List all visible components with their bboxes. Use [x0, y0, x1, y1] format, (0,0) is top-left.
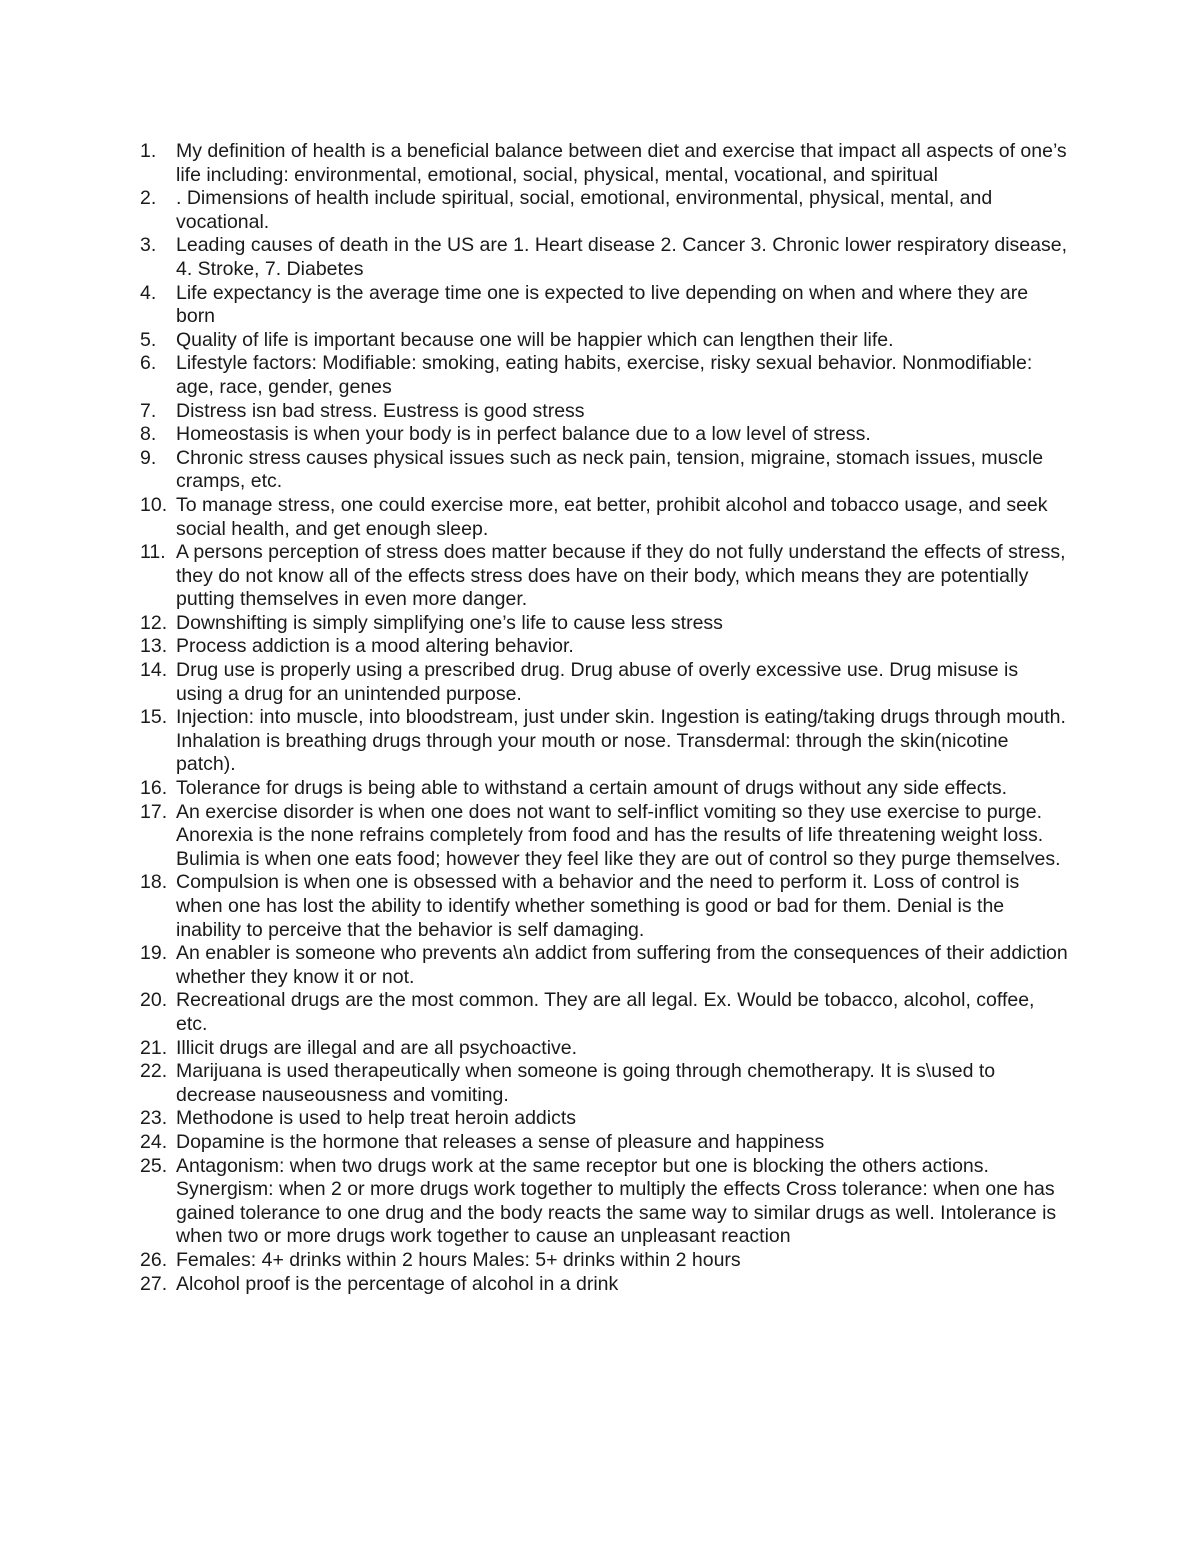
item-text: An enabler is someone who prevents a\n addict from suffering from the consequences of their addiction whether they know it or not.	[176, 942, 1068, 988]
item-number: 26.	[140, 1248, 168, 1271]
item-number: 16.	[140, 777, 168, 800]
list-item	[140, 447, 1070, 494]
item-text: My definition of health is a beneficial balance between diet and exercise that impact all aspects of one’s life including: environmental, emotional, social, physical, mental, vocational, and spiritual	[176, 140, 1067, 186]
item-number: 23.	[140, 1107, 168, 1130]
item-text: . Dimensions of health include spiritual, social, emotional, environmental, physical, mental, and vocational.	[176, 187, 993, 233]
item-number: 24.	[140, 1130, 168, 1153]
list-item	[140, 1037, 1070, 1061]
item-text: Dopamine is the hormone that releases a sense of pleasure and happiness	[176, 1130, 825, 1153]
item-number: 18.	[140, 871, 168, 894]
item-text: Recreational drugs are the most common. They are all legal. Ex. Would be tobacco, alcohol, coffee, etc.	[176, 989, 1035, 1035]
item-number: 27.	[140, 1272, 168, 1295]
list-item	[140, 1060, 1070, 1107]
item-number: 21.	[140, 1036, 168, 1059]
item-text: Marijuana is used therapeutically when someone is going through chemotherapy. It is s\used to decrease nauseousness and vomiting.	[176, 1060, 996, 1106]
item-number: 3.	[140, 234, 157, 257]
item-number: 8.	[140, 423, 157, 446]
list-item	[140, 801, 1070, 872]
list-item	[140, 659, 1070, 706]
item-number: 25.	[140, 1154, 168, 1177]
item-text: Chronic stress causes physical issues such as neck pain, tension, migraine, stomach issues, muscle cramps, etc.	[176, 446, 1044, 493]
item-number: 13.	[140, 635, 168, 658]
item-text: To manage stress, one could exercise more, eat better, prohibit alcohol and tobacco usage, and seek social health, and get enough sleep.	[176, 493, 1048, 540]
item-number: 17.	[140, 800, 168, 823]
item-text: Process addiction is a mood altering behavior.	[176, 635, 574, 658]
item-text: Downshifting is simply simplifying one’s life to cause less stress	[176, 611, 723, 634]
list-item	[140, 329, 1070, 353]
item-text: An exercise disorder is when one does not want to self-inflict vomiting so they use exercise to purge. Anorexia is the none refrains completely from food and has the results of life threatening weight loss. Bulimia is when one eats food; however they feel like they are out of control so they purge themselves.	[176, 800, 1061, 870]
item-number: 10.	[140, 493, 168, 516]
list-item	[140, 423, 1070, 447]
item-number: 19.	[140, 942, 168, 965]
list-item	[140, 140, 1070, 187]
item-text: A persons perception of stress does matter because if they do not fully understand the effects of stress, they do not know all of the effects stress does have on their body, which means they are potentially putting themselves in even more danger.	[176, 541, 1066, 611]
item-text: Methodone is used to help treat heroin addicts	[176, 1107, 577, 1130]
list-item	[140, 234, 1070, 281]
list-item	[140, 1107, 1070, 1131]
list-item	[140, 1131, 1070, 1155]
item-text: Alcohol proof is the percentage of alcohol in a drink	[176, 1272, 619, 1295]
item-text: Tolerance for drugs is being able to withstand a certain amount of drugs without any side effects.	[176, 777, 1008, 800]
item-number: 22.	[140, 1060, 168, 1083]
item-number: 7.	[140, 399, 157, 422]
item-number: 6.	[140, 352, 157, 375]
list-item	[140, 400, 1070, 424]
item-number: 14.	[140, 659, 168, 682]
list-item	[140, 942, 1070, 989]
list-item	[140, 282, 1070, 329]
item-text: Lifestyle factors: Modifiable: smoking, eating habits, exercise, risky sexual behavior. Nonmodifiable: age, race, gender, genes	[176, 352, 1033, 398]
item-number: 11.	[140, 541, 166, 564]
list-item	[140, 541, 1070, 612]
item-text: Homeostasis is when your body is in perfect balance due to a low level of stress.	[176, 423, 871, 446]
list-item	[140, 1249, 1070, 1273]
list-item	[140, 989, 1070, 1036]
list-item	[140, 635, 1070, 659]
list-item	[140, 777, 1070, 801]
item-number: 4.	[140, 281, 157, 304]
item-text: Illicit drugs are illegal and are all psychoactive.	[176, 1036, 578, 1059]
item-number: 1.	[140, 140, 157, 162]
item-text: Compulsion is when one is obsessed with a behavior and the need to perform it. Loss of control is when one has lost the ability to identify whether something is good or bad for them. Denial is the inability to perceive that the behavior is self damaging.	[176, 871, 1020, 941]
list-item	[140, 612, 1070, 636]
numbered-list	[140, 140, 1070, 1296]
item-text: Life expectancy is the average time one is expected to live depending on when and where they are born	[176, 281, 1029, 328]
item-text: Leading causes of death in the US are 1. Heart disease 2. Cancer 3. Chronic lower respiratory disease, 4. Stroke, 7. Diabetes	[176, 234, 1067, 280]
list-item	[140, 1273, 1070, 1297]
item-number: 15.	[140, 706, 168, 729]
item-text: Drug use is properly using a prescribed drug. Drug abuse of overly excessive use. Drug misuse is using a drug for an unintended purpose.	[176, 659, 1019, 705]
list-item	[140, 706, 1070, 777]
item-text: Females: 4+ drinks within 2 hours Males: 5+ drinks within 2 hours	[176, 1248, 741, 1271]
item-number: 12.	[140, 611, 168, 634]
item-number: 5.	[140, 328, 157, 351]
list-item	[140, 871, 1070, 942]
list-item	[140, 1155, 1070, 1249]
item-number: 20.	[140, 989, 168, 1012]
list-item	[140, 494, 1070, 541]
list-item	[140, 352, 1070, 399]
item-number: 2.	[140, 187, 157, 210]
item-text: Antagonism: when two drugs work at the same receptor but one is blocking the others actions. Synergism: when 2 or more drugs work together to multiply the effects Cross tolerance: when one has gained tolerance to one drug and the body reacts the same way to similar drugs as well. Intolerance is when two or more drugs work together to cause an unpleasant reaction	[176, 1154, 1057, 1248]
item-text: Injection: into muscle, into bloodstream, just under skin. Ingestion is eating/taking drugs through mouth. Inhalation is breathing drugs through your mouth or nose. Transdermal: through the skin(nicotine patch).	[176, 706, 1066, 776]
item-text: Quality of life is important because one will be happier which can lengthen their life.	[176, 328, 894, 351]
item-number: 9.	[140, 446, 157, 469]
item-text: Distress isn bad stress. Eustress is good stress	[176, 399, 585, 422]
list-item	[140, 187, 1070, 234]
